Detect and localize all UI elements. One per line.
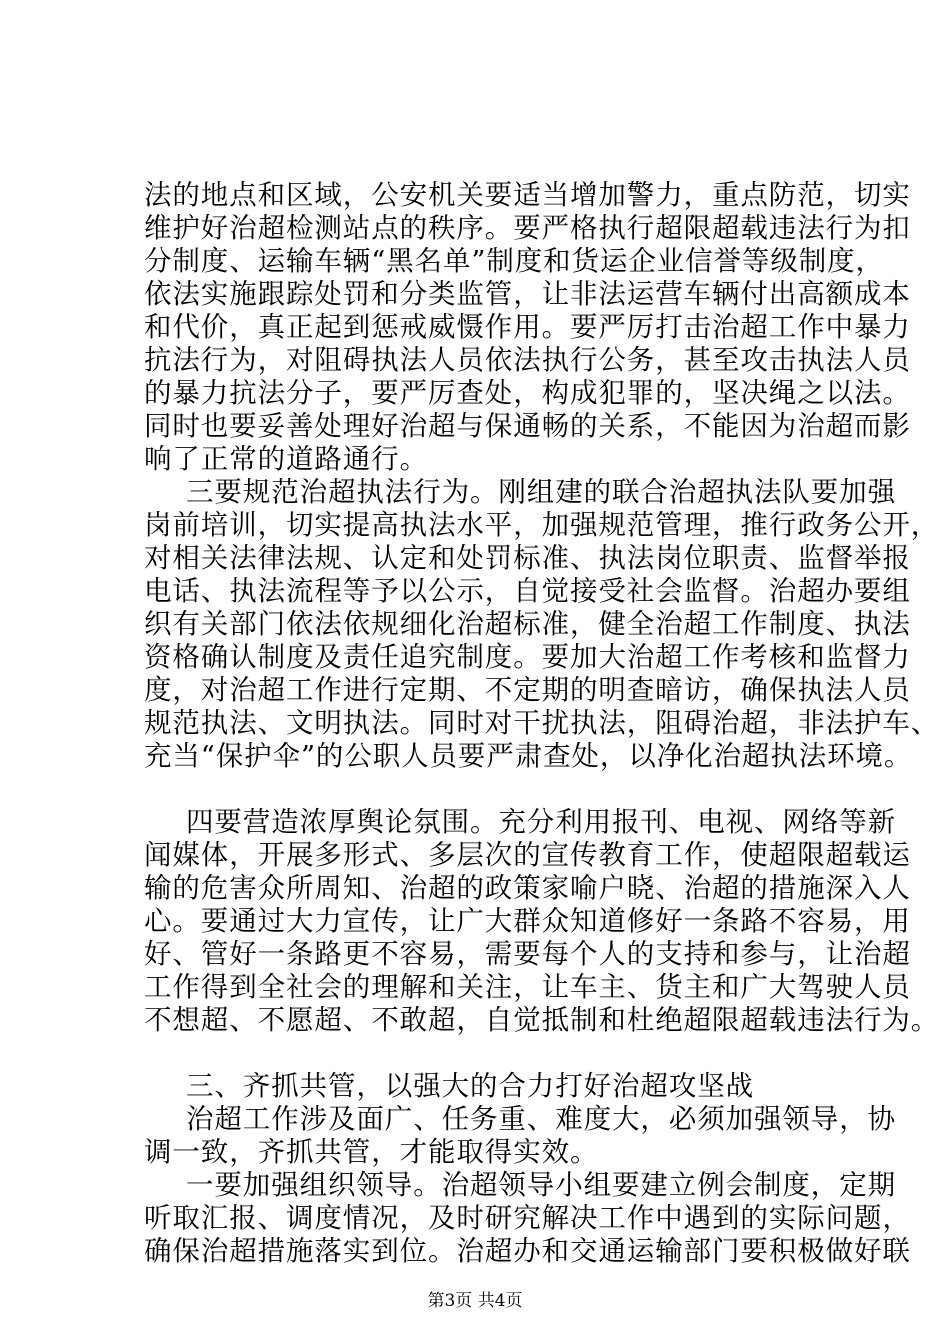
text-line: 依法实施跟踪处罚和分类监管，让非法运营车辆付出高额成本 xyxy=(144,278,911,310)
paragraph-start-line: 治超工作涉及面广、任务重、难度大，必须加强领导，协 xyxy=(186,1103,896,1135)
text-line: 岗前培训，切实提高执法水平，加强规范管理，推行政务公开， xyxy=(144,509,940,541)
text-line: 抗法行为，对阻碍执法人员依法执行公务，甚至攻击执法人员 xyxy=(144,344,911,376)
text-line: 规范执法、文明执法。同时对干扰执法，阻碍治超，非法护车、 xyxy=(144,707,940,739)
text-line: 法的地点和区域，公安机关要适当增加警力，重点防范，切实 xyxy=(144,179,911,211)
text-line: 对相关法律法规、认定和处罚标准、执法岗位职责、监督举报 xyxy=(144,542,911,574)
text-line: 不想超、不愿超、不敢超，自觉抵制和杜绝超限超载违法行为。 xyxy=(144,1004,940,1036)
text-line: 调一致，齐抓共管，才能取得实效。 xyxy=(144,1136,599,1168)
paragraph-start-line: 四要营造浓厚舆论氛围。充分利用报刊、电视、网络等新 xyxy=(186,806,896,838)
text-line: 电话、执法流程等予以公示，自觉接受社会监督。治超办要组 xyxy=(144,575,911,607)
page-number-footer: 第3页 共4页 xyxy=(427,1291,523,1311)
text-line: 和代价，真正起到惩戒威慑作用。要严厉打击治超工作中暴力 xyxy=(144,311,911,343)
paragraph-start-line: 一要加强组织领导。治超领导小组要建立例会制度，定期 xyxy=(186,1169,896,1201)
text-line: 资格确认制度及责任追究制度。要加大治超工作考核和监督力 xyxy=(144,641,911,673)
text-line: 分制度、运输车辆“黑名单”制度和货运企业信誉等级制度， xyxy=(144,245,884,277)
paragraph-start-line: 三要规范治超执法行为。刚组建的联合治超执法队要加强 xyxy=(186,476,896,508)
text-line: 度，对治超工作进行定期、不定期的明查暗访，确保执法人员 xyxy=(144,674,911,706)
text-line: 织有关部门依法依规细化治超标准，健全治超工作制度、执法 xyxy=(144,608,911,640)
section-heading: 三、齐抓共管，以强大的合力打好治超攻坚战 xyxy=(186,1070,754,1102)
text-line: 好、管好一条路更不容易，需要每个人的支持和参与，让治超 xyxy=(144,938,911,970)
text-line: 响了正常的道路通行。 xyxy=(144,443,428,475)
text-line: 输的危害众所周知、治超的政策家喻户晓、治超的措施深入人 xyxy=(144,872,911,904)
text-line: 闻媒体，开展多形式、多层次的宣传教育工作，使超限超载运 xyxy=(144,839,911,871)
text-line: 心。要通过大力宣传，让广大群众知道修好一条路不容易，用 xyxy=(144,905,911,937)
text-line: 确保治超措施落实到位。治超办和交通运输部门要积极做好联 xyxy=(144,1235,911,1267)
text-line: 同时也要妥善处理好治超与保通畅的关系，不能因为治超而影 xyxy=(144,410,911,442)
text-line: 听取汇报、调度情况，及时研究解决工作中遇到的实际问题， xyxy=(144,1202,911,1234)
text-line: 充当“保护伞”的公职人员要严肃查处，以净化治超执法环境。 xyxy=(144,740,913,772)
text-line: 维护好治超检测站点的秩序。要严格执行超限超载违法行为扣 xyxy=(144,212,911,244)
text-line: 的暴力抗法分子，要严厉查处，构成犯罪的，坚决绳之以法。 xyxy=(144,377,911,409)
text-line: 工作得到全社会的理解和关注，让车主、货主和广大驾驶人员 xyxy=(144,971,911,1003)
